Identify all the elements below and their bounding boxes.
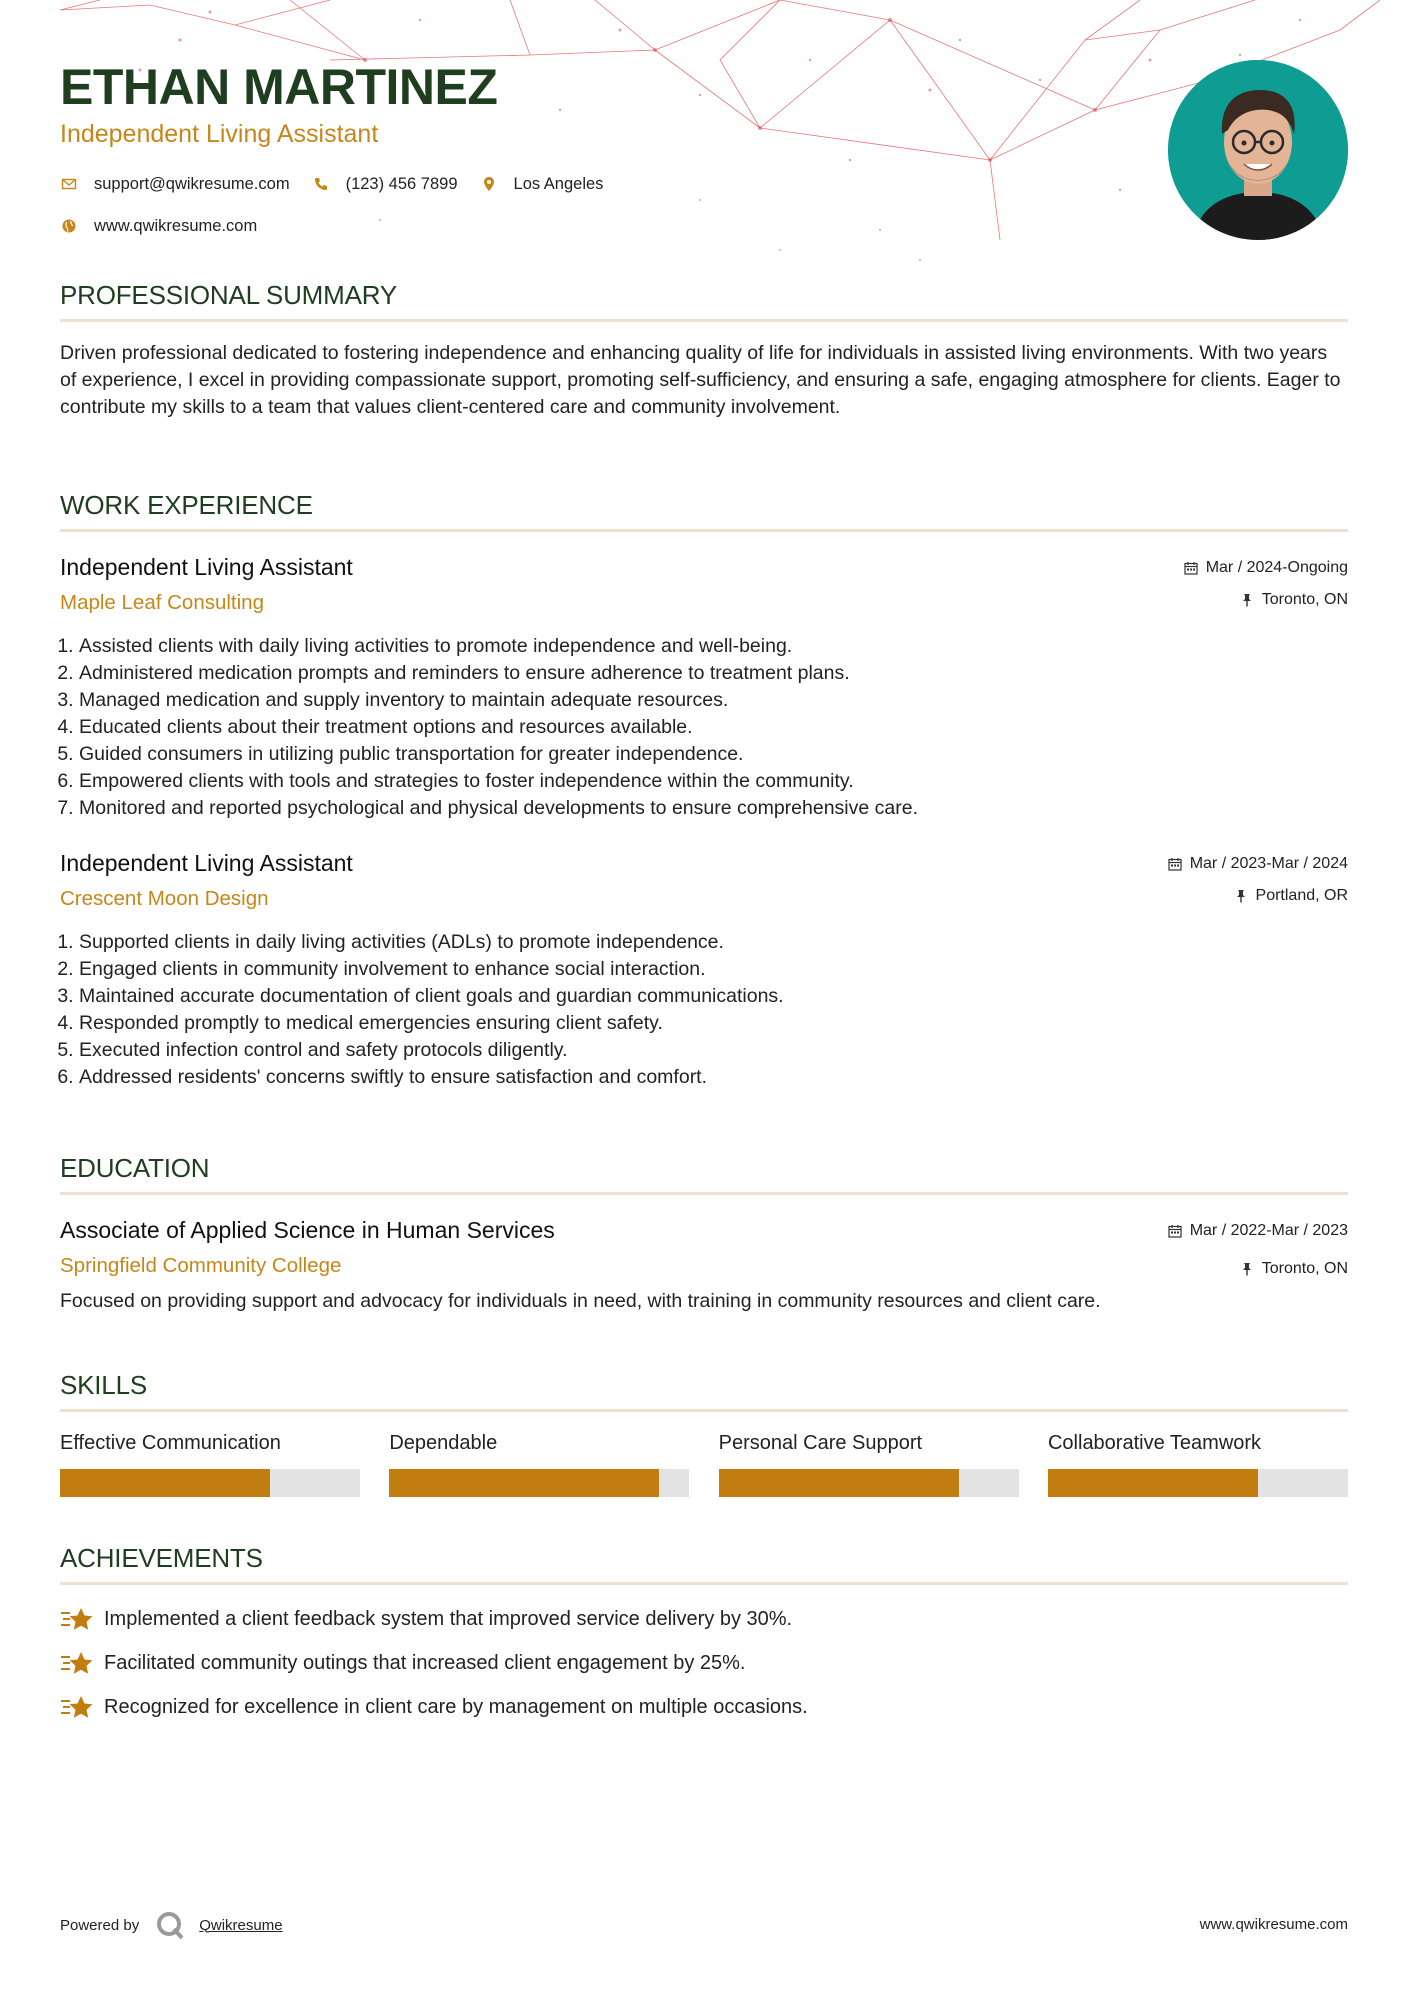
candidate-name: ETHAN MARTINEZ (60, 59, 498, 115)
pushpin-icon (1234, 889, 1248, 903)
contact-row (60, 214, 625, 238)
skill-item (719, 1432, 1019, 1497)
job-responsibilities (60, 633, 1348, 822)
list-item: 4. Educated clients about their treatment options and resources available. (79, 714, 1348, 741)
job-company: Maple Leaf Consulting (60, 591, 264, 614)
education-meta (1168, 1221, 1348, 1291)
job-location (1168, 886, 1348, 906)
qwikresume-link[interactable]: Qwikresume (199, 1916, 283, 1934)
job-meta (1168, 854, 1348, 918)
list-item: 5. Executed infection control and safety protocols diligently. (79, 1037, 1348, 1064)
candidate-title: Independent Living Assistant (60, 120, 379, 148)
skill-name: Dependable (389, 1432, 498, 1454)
degree-title: Associate of Applied Science in Human Services (60, 1217, 555, 1243)
achievement-text: Facilitated community outings that increased client engagement by 25%. (104, 1651, 746, 1674)
achievements-section (60, 1543, 1348, 1737)
list-item: 1. Assisted clients with daily living activities to promote independence and well-being. (79, 633, 1348, 660)
skill-level-fill (1048, 1469, 1258, 1497)
calendar-icon (1168, 857, 1182, 871)
skill-level-bar (389, 1469, 689, 1497)
envelope-icon (60, 175, 78, 193)
list-item (60, 1605, 1348, 1633)
education-location-text: Toronto, ON (1261, 1260, 1348, 1277)
school-name: Springfield Community College (60, 1254, 342, 1277)
list-item: 1. Supported clients in daily living activities (ADLs) to promote independence. (79, 929, 1348, 956)
job-entry (60, 554, 1348, 822)
contact-info (60, 172, 625, 256)
education-dates (1168, 1221, 1348, 1241)
job-meta (1184, 558, 1348, 622)
section-heading: PROFESSIONAL SUMMARY (60, 280, 397, 310)
star-icon (60, 1650, 94, 1676)
skill-level-fill (60, 1469, 270, 1497)
professional-summary-section (60, 280, 1348, 421)
section-divider (60, 1192, 1348, 1195)
achievement-text: Recognized for excellence in client care by management on multiple occasions. (104, 1695, 808, 1718)
skill-name: Collaborative Teamwork (1047, 1432, 1262, 1454)
list-item: 6. Addressed residents' concerns swiftly to ensure satisfaction and comfort. (79, 1064, 1348, 1091)
skills-list (60, 1432, 1348, 1497)
contact-row (60, 172, 625, 196)
education-section (60, 1153, 1348, 1313)
skills-section (60, 1370, 1348, 1497)
education-dates-text: Mar / 2022-Mar / 2023 (1189, 1222, 1348, 1239)
list-item (60, 1649, 1348, 1677)
work-experience-section (60, 490, 1348, 1091)
job-company: Crescent Moon Design (60, 887, 269, 910)
achievements-list (60, 1605, 1348, 1721)
skill-level-fill (719, 1469, 959, 1497)
section-heading: EDUCATION (60, 1153, 210, 1183)
job-dates (1184, 558, 1348, 578)
job-dates-text: Mar / 2024-Ongoing (1205, 559, 1348, 576)
calendar-icon (1168, 1224, 1182, 1238)
job-title: Independent Living Assistant (60, 850, 353, 876)
section-heading: ACHIEVEMENTS (60, 1543, 263, 1573)
globe-icon (60, 217, 78, 235)
skill-level-fill (389, 1469, 659, 1497)
contact-email-text: support@qwikresume.com (94, 174, 290, 193)
job-location-text: Portland, OR (1255, 887, 1348, 904)
job-location (1184, 590, 1348, 610)
skill-level-bar (719, 1469, 1019, 1497)
contact-phone-text: (123) 456 7899 (345, 174, 458, 193)
job-entry (60, 850, 1348, 1091)
skill-item (389, 1432, 689, 1497)
page-footer (60, 1900, 1348, 1940)
list-item: 6. Empowered clients with tools and strategies to foster independence within the community. (79, 768, 1348, 795)
calendar-icon (1184, 561, 1198, 575)
education-location (1168, 1259, 1348, 1279)
job-responsibilities (60, 929, 1348, 1091)
contact-phone[interactable] (312, 175, 458, 194)
list-item: 2. Administered medication prompts and reminders to ensure adherence to treatment plans. (79, 660, 1348, 687)
avatar-portrait-illustration (1168, 60, 1348, 240)
qwikresume-logo-icon (155, 1910, 185, 1940)
contact-website[interactable] (60, 217, 257, 236)
list-item: 5. Guided consumers in utilizing public transportation for greater independence. (79, 741, 1348, 768)
contact-website-text: www.qwikresume.com (94, 216, 258, 235)
section-divider (60, 529, 1348, 532)
list-item: 2. Engaged clients in community involvement to enhance social interaction. (79, 956, 1348, 983)
powered-by-label: Powered by (60, 1916, 140, 1934)
section-heading: SKILLS (60, 1370, 147, 1400)
section-heading: WORK EXPERIENCE (60, 490, 313, 520)
list-item: 7. Monitored and reported psychological and physical developments to ensure comprehensive care. (79, 795, 1348, 822)
list-item: 3. Maintained accurate documentation of client goals and guardian communications. (79, 983, 1348, 1010)
avatar (1168, 60, 1348, 240)
contact-location-text: Los Angeles (513, 174, 604, 193)
star-icon (60, 1694, 94, 1720)
contact-location (480, 175, 604, 194)
summary-text: Driven professional dedicated to fostering independence and enhancing quality of life for individuals in assisted living environments. With two years of experience, I excel in providing compassionate support, promoting self-sufficiency, and ensuring a safe, engaging atmosphere for clients. Eager to contribute my skills to a team that values client-centered care and community involvement. (60, 342, 1341, 418)
powered-by (60, 1910, 283, 1940)
section-divider (60, 1409, 1348, 1412)
list-item: 3. Managed medication and supply inventory to maintain adequate resources. (79, 687, 1348, 714)
skill-item (1048, 1432, 1348, 1497)
skill-level-bar (60, 1469, 360, 1497)
job-location-text: Toronto, ON (1261, 591, 1348, 608)
list-item (60, 1693, 1348, 1721)
phone-icon (312, 175, 330, 193)
education-entry (60, 1217, 1348, 1313)
map-pin-icon (480, 175, 498, 193)
job-dates-text: Mar / 2023-Mar / 2024 (1189, 855, 1348, 872)
education-description: Focused on providing support and advocacy for individuals in need, with training in community resources and client care. (60, 1290, 1101, 1312)
pushpin-icon (1240, 593, 1254, 607)
skill-name: Personal Care Support (718, 1432, 923, 1454)
pushpin-icon (1240, 1262, 1254, 1276)
star-icon (60, 1606, 94, 1632)
job-title: Independent Living Assistant (60, 554, 353, 580)
section-divider (60, 319, 1348, 322)
job-dates (1168, 854, 1348, 874)
section-divider (60, 1582, 1348, 1585)
achievement-text: Implemented a client feedback system that improved service delivery by 30%. (104, 1607, 793, 1630)
footer-website-link[interactable]: www.qwikresume.com (1199, 1916, 1348, 1933)
skill-name: Effective Communication (60, 1432, 281, 1454)
skill-level-bar (1048, 1469, 1348, 1497)
skill-item (60, 1432, 360, 1497)
contact-email[interactable] (60, 175, 290, 194)
list-item: 4. Responded promptly to medical emergencies ensuring client safety. (79, 1010, 1348, 1037)
